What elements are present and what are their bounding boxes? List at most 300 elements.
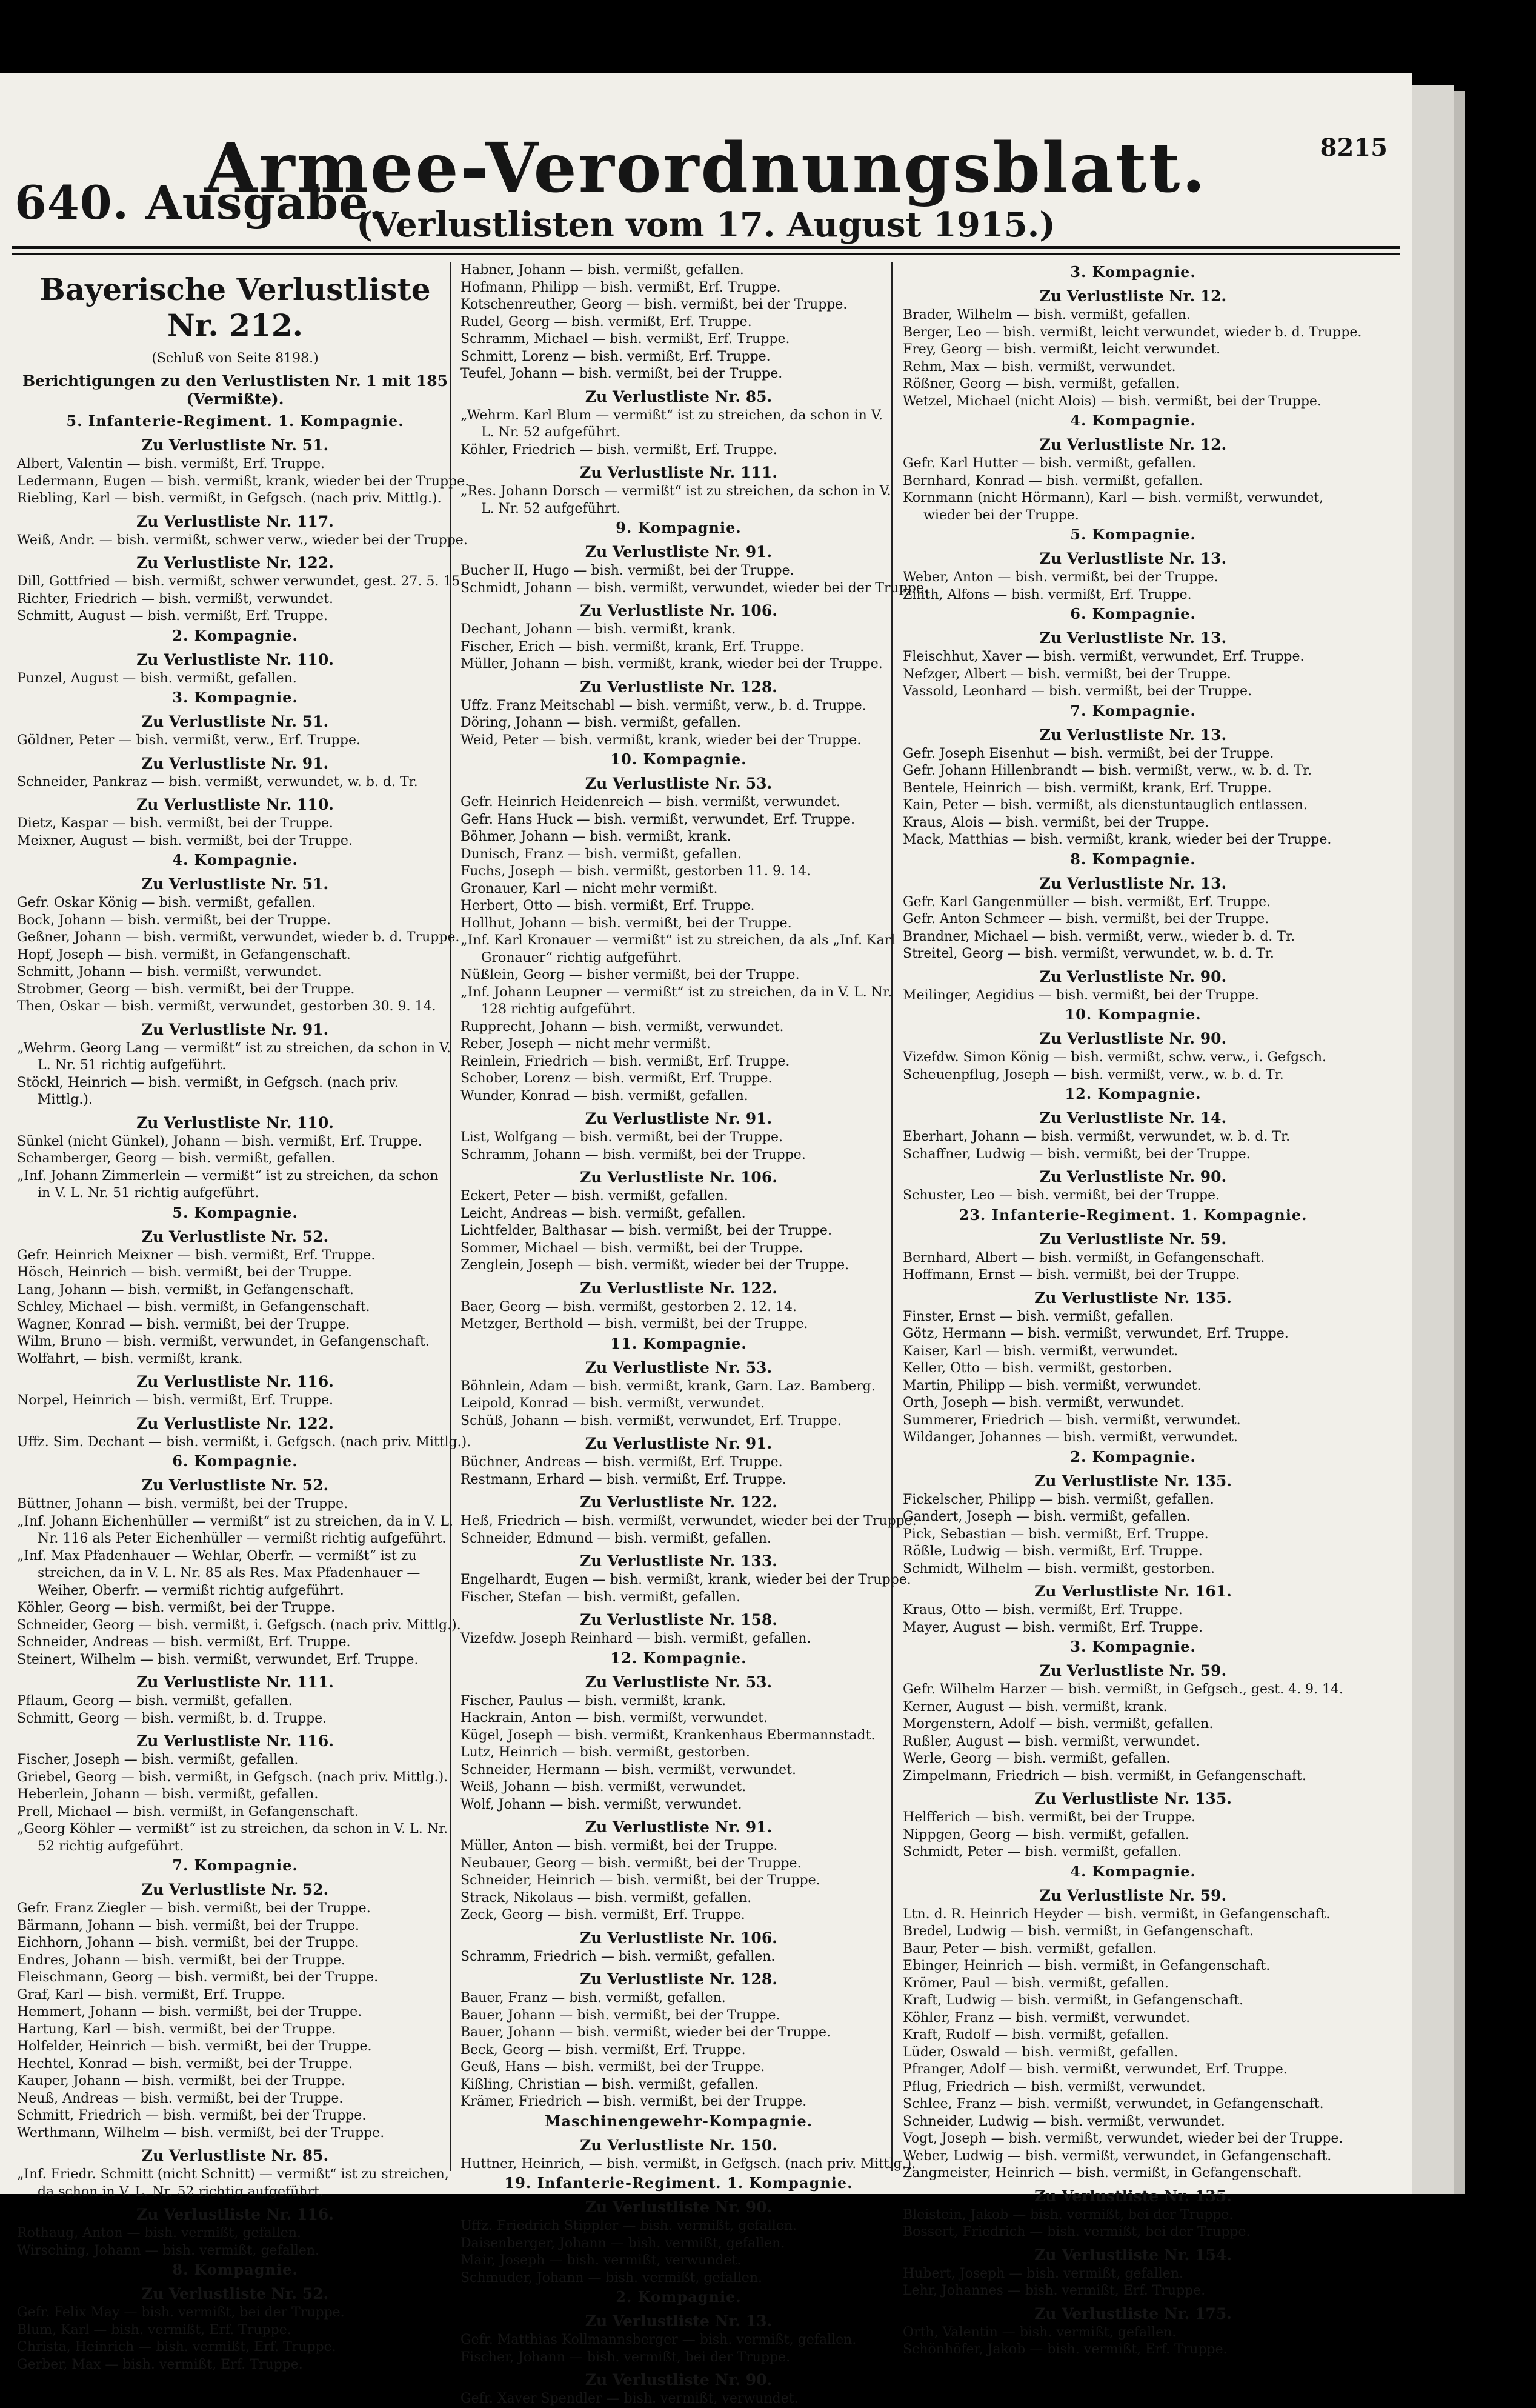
casualty-entry: Schönhöfer, Jakob — bish. vermißt, Erf. Truppe. [903, 2342, 1228, 2357]
casualty-entry: Gefr. Oskar König — bish. vermißt, gefallen. [17, 895, 316, 910]
casualty-entry: Blum, Karl — bish. vermißt, Erf. Truppe. [17, 2322, 291, 2338]
casualty-entry: Bentele, Heinrich — bish. vermißt, krank, Erf. Truppe. [903, 780, 1272, 796]
casualty-entry: Graf, Karl — bish. vermißt, Erf. Truppe. [17, 1987, 286, 2003]
casualty-entry: Weber, Ludwig — bish. vermißt, verwundet, in Gefangenschaft. [903, 2148, 1332, 2164]
list-reference-heading: Zu Verlustliste Nr. 116. [136, 1732, 334, 1750]
casualty-entry: Helfferich — bish. vermißt, bei der Truppe. [903, 1810, 1196, 1825]
casualty-entry: Kerner, August — bish. vermißt, krank. [903, 1699, 1168, 1715]
casualty-entry: Finster, Ernst — bish. vermißt, gefallen. [903, 1309, 1174, 1324]
casualty-entry: Böhnlein, Adam — bish. vermißt, krank, Garn. Laz. Bamberg. [460, 1378, 876, 1394]
casualty-entry: Orth, Valentin — bish. vermißt, gefallen. [903, 2324, 1177, 2340]
casualty-entry: Reinlein, Friedrich — bish. vermißt, Erf. Truppe. [460, 1053, 790, 1069]
casualty-entry: Hollhut, Johann — bish. vermißt, bei der Truppe. [460, 915, 792, 931]
correction-note: „Res. Johann Dorsch — vermißt“ ist zu streichen, da schon in V. L. Nr. 52 aufgeführt. [460, 484, 891, 516]
casualty-entry: Pick, Sebastian — bish. vermißt, Erf. Truppe. [903, 1526, 1209, 1542]
list-reference-heading: Zu Verlustliste Nr. 122. [580, 1493, 777, 1511]
casualty-entry: Uffz. Sim. Dechant — bish. vermißt, i. Gefgsch. (nach priv. Mittlg.). [17, 1434, 471, 1450]
casualty-entry: Fischer, Stefan — bish. vermißt, gefallen. [460, 1589, 741, 1605]
casualty-entry: Lehr, Johannes — bish. vermißt, Erf. Truppe. [903, 2283, 1206, 2298]
casualty-entry: Werle, Georg — bish. vermißt, gefallen. [903, 1751, 1171, 1766]
company-heading: 4. Kompagnie. [172, 851, 298, 869]
list-reference-heading: Zu Verlustliste Nr. 91. [585, 543, 773, 561]
list-reference-heading: Zu Verlustliste Nr. 13. [1039, 725, 1227, 744]
casualty-entry: Köhler, Friedrich — bish. vermißt, Erf. Truppe. [460, 442, 777, 458]
casualty-entry: Christa, Heinrich — bish. vermißt, Erf. Truppe. [17, 2340, 336, 2355]
masthead-rule [12, 246, 1400, 255]
casualty-entry: Fickelscher, Philipp — bish. vermißt, gefallen. [903, 1492, 1214, 1507]
page-number: 8215 [1320, 133, 1388, 162]
list-reference-heading: Zu Verlustliste Nr. 158. [580, 1611, 777, 1629]
casualty-entry: Schmidt, Peter — bish. vermißt, gefallen. [903, 1844, 1182, 1859]
casualty-entry: Albert, Valentin — bish. vermißt, Erf. Truppe. [17, 456, 325, 472]
casualty-entry: Daisenberger, Johann — bish. vermißt, gefallen. [460, 2235, 785, 2251]
company-heading: 6. Kompagnie. [1070, 605, 1196, 622]
casualty-entry: Vassold, Leonhard — bish. vermißt, bei der Truppe. [903, 684, 1252, 699]
casualty-entry: Zenglein, Joseph — bish. vermißt, wieder bei der Truppe. [460, 1258, 849, 1273]
list-reference-heading: Zu Verlustliste Nr. 128. [580, 678, 777, 696]
correction-note: Stöckl, Heinrich — bish. vermißt, in Gefgsch. (nach priv. Mittlg.). [17, 1075, 399, 1107]
casualty-entry: Wirsching, Johann — bish. vermißt, gefallen. [17, 2243, 320, 2258]
casualty-entry: Bock, Johann — bish. vermißt, bei der Truppe. [17, 912, 331, 928]
list-reference-heading: Zu Verlustliste Nr. 13. [585, 2312, 773, 2330]
correction-note: „Inf. Karl Kronauer — vermißt“ ist zu streichen, da als „Inf. Karl Gronauer“ richtig aufgeführt. [460, 933, 896, 966]
casualty-entry: Wagner, Konrad — bish. vermißt, bei der Truppe. [17, 1316, 350, 1332]
casualty-entry: Dunisch, Franz — bish. vermißt, gefallen. [460, 846, 742, 862]
list-reference-heading: Zu Verlustliste Nr. 161. [1034, 1583, 1232, 1600]
column-3 [903, 262, 1363, 2357]
casualty-entry: Eckert, Peter — bish. vermißt, gefallen. [460, 1189, 728, 1204]
casualty-entry: Morgenstern, Adolf — bish. vermißt, gefallen. [903, 1716, 1214, 1732]
casualty-entry: Hoffmann, Ernst — bish. vermißt, bei der Truppe. [903, 1267, 1240, 1282]
casualty-entry: Holfelder, Heinrich — bish. vermißt, bei der Truppe. [17, 2039, 372, 2054]
masthead [0, 73, 1412, 245]
casualty-entry: Punzel, August — bish. vermißt, gefallen. [17, 670, 297, 686]
list-reference-heading: Zu Verlustliste Nr. 53. [585, 1673, 773, 1691]
casualty-entry: Steinert, Wilhelm — bish. vermißt, verwundet, Erf. Truppe. [17, 1652, 419, 1667]
list-reference-heading: Zu Verlustliste Nr. 175. [1034, 2304, 1232, 2323]
casualty-entry: Martin, Philipp — bish. vermißt, verwundet. [903, 1378, 1202, 1393]
casualty-entry: Bernhard, Konrad — bish. vermißt, gefallen. [903, 473, 1203, 489]
casualty-entry: Zangmeister, Heinrich — bish. vermißt, in Gefangenschaft. [903, 2166, 1302, 2181]
list-reference-heading: Zu Verlustliste Nr. 110. [136, 650, 334, 669]
casualty-entry: Mair, Joseph — bish. vermißt, verwundet. [460, 2253, 742, 2268]
casualty-entry: Rößle, Ludwig — bish. vermißt, Erf. Truppe. [903, 1544, 1203, 1559]
casualty-entry: Gefr. Karl Hutter — bish. vermißt, gefallen. [903, 456, 1197, 471]
casualty-entry: Pflaum, Georg — bish. vermißt, gefallen. [17, 1693, 293, 1709]
company-heading: 7. Kompagnie. [1070, 701, 1196, 719]
casualty-entry: Schmitt, August — bish. vermißt, Erf. Truppe. [17, 609, 328, 624]
casualty-entry: Schmidt, Wilhelm — bish. vermißt, gestorben. [903, 1561, 1215, 1576]
list-reference-heading: Zu Verlustliste Nr. 111. [136, 1673, 334, 1691]
list-reference-heading: Zu Verlustliste Nr. 13. [1039, 629, 1227, 647]
casualty-entry: Scheuenpflug, Joseph — bish. vermißt, verw., w. b. d. Tr. [903, 1067, 1284, 1082]
casualty-entry: Baur, Peter — bish. vermißt, gefallen. [903, 1941, 1157, 1956]
list-reference-heading: Zu Verlustliste Nr. 91. [141, 1020, 329, 1038]
list-reference-heading: Zu Verlustliste Nr. 122. [136, 1414, 334, 1432]
casualty-entry: Fuchs, Joseph — bish. vermißt, gestorben 11. 9. 14. [460, 864, 811, 879]
company-heading: 3. Kompagnie. [1070, 1638, 1196, 1655]
casualty-entry: Bredel, Ludwig — bish. vermißt, in Gefangenschaft. [903, 1924, 1254, 1939]
casualty-entry: Teufel, Johann — bish. vermißt, bei der Truppe. [460, 366, 783, 381]
list-reference-heading: Zu Verlustliste Nr. 59. [1039, 1230, 1227, 1248]
casualty-entry: Dechant, Johann — bish. vermißt, krank. [460, 622, 736, 637]
casualty-entry: Weber, Anton — bish. vermißt, bei der Truppe. [903, 570, 1218, 585]
company-heading: 3. Kompagnie. [172, 689, 298, 706]
casualty-entry: Schramm, Friedrich — bish. vermißt, gefallen. [460, 1949, 776, 1964]
list-reference-heading: Zu Verlustliste Nr. 12. [1039, 436, 1227, 453]
casualty-entry: Streitel, Georg — bish. vermißt, verwundet, w. b. d. Tr. [903, 946, 1274, 961]
casualty-entry: Schneider, Edmund — bish. vermißt, gefallen. [460, 1530, 771, 1546]
casualty-entry: Schneider, Ludwig — bish. vermißt, verwundet. [903, 2113, 1225, 2129]
list-reference-heading: Zu Verlustliste Nr. 106. [580, 602, 777, 619]
casualty-entry: Fischer, Erich — bish. vermißt, krank, Erf. Truppe. [460, 639, 805, 655]
page-subtitle: (Verlustlisten vom 17. August 1915.) [356, 205, 1056, 245]
casualty-entry: Schamberger, Georg — bish. vermißt, gefallen. [17, 1151, 336, 1166]
casualty-entry: Orth, Joseph — bish. vermißt, verwundet. [903, 1395, 1185, 1410]
casualty-entry: Kauper, Johann — bish. vermißt, bei der Truppe. [17, 2073, 345, 2089]
casualty-entry: Lichtfelder, Balthasar — bish. vermißt, bei der Truppe. [460, 1223, 832, 1238]
list-reference-heading: Zu Verlustliste Nr. 116. [136, 2206, 334, 2223]
correction-note: „Wehrm. Georg Lang — vermißt“ ist zu streichen, da schon in V. L. Nr. 51 richtig aufgeführt. [17, 1040, 451, 1073]
casualty-entry: Eberhart, Johann — bish. vermißt, verwundet, w. b. d. Tr. [903, 1129, 1291, 1144]
casualty-entry: Lutz, Heinrich — bish. vermißt, gestorben. [460, 1745, 750, 1760]
list-reference-heading: Zu Verlustliste Nr. 117. [136, 512, 334, 530]
casualty-entry: Hackrain, Anton — bish. vermißt, verwundet. [460, 1710, 768, 1726]
casualty-entry: Bossert, Friedrich — bish. vermißt, bei der Truppe. [903, 2224, 1251, 2240]
casualty-entry: Schüß, Johann — bish. vermißt, verwundet, Erf. Truppe. [460, 1413, 842, 1429]
company-heading: 6. Kompagnie. [172, 1452, 298, 1470]
company-heading: 10. Kompagnie. [1065, 1006, 1202, 1023]
casualty-entry: Bernhard, Albert — bish. vermißt, in Gefangenschaft. [903, 1250, 1265, 1266]
casualty-entry: Kißling, Christian — bish. vermißt, gefallen. [460, 2076, 759, 2092]
company-heading: 12. Kompagnie. [1065, 1085, 1202, 1102]
casualty-entry: Gefr. Heinrich Meixner — bish. vermißt, Erf. Truppe. [17, 1247, 376, 1263]
company-heading: 2. Kompagnie. [1070, 1447, 1196, 1466]
list-reference-heading: Zu Verlustliste Nr. 51. [141, 436, 329, 454]
casualty-entry: Geßner, Johann — bish. vermißt, verwundet, wieder b. d. Truppe. [17, 930, 460, 945]
casualty-entry: Vizefdw. Joseph Reinhard — bish. vermißt, gefallen. [460, 1631, 811, 1646]
casualty-entry: Restmann, Erhard — bish. vermißt, Erf. Truppe. [460, 1472, 786, 1487]
list-reference-heading: Zu Verlustliste Nr. 111. [580, 464, 777, 481]
casualty-entry: Endres, Johann — bish. vermißt, bei der Truppe. [17, 1952, 346, 1968]
casualty-entry: Zinth, Alfons — bish. vermißt, Erf. Truppe. [903, 587, 1192, 602]
casualty-entry: Kotschenreuther, Georg — bish. vermißt, bei der Truppe. [460, 297, 848, 312]
list-reference-heading: Zu Verlustliste Nr. 90. [585, 2371, 773, 2389]
list-reference-heading: Zu Verlustliste Nr. 52. [141, 1881, 329, 1898]
casualty-entry: Hubert, Joseph — bish. vermißt, gefallen. [903, 2266, 1183, 2281]
casualty-entry: Hartung, Karl — bish. vermißt, bei der Truppe. [17, 2021, 336, 2037]
casualty-entry: Rothaug, Anton — bish. vermißt, gefallen. [17, 2226, 302, 2241]
casualty-entry: Schuster, Leo — bish. vermißt, bei der Truppe. [903, 1188, 1220, 1203]
list-reference-heading: Zu Verlustliste Nr. 150. [580, 2136, 777, 2154]
casualty-entry: Sommer, Michael — bish. vermißt, bei der Truppe. [460, 1240, 803, 1256]
list-reference-heading: Zu Verlustliste Nr. 52. [141, 1476, 329, 1494]
list-reference-heading: Zu Verlustliste Nr. 14. [1039, 1109, 1227, 1127]
casualty-entry: Then, Oskar — bish. vermißt, verwundet, gestorben 30. 9. 14. [17, 999, 436, 1014]
casualty-entry: Prell, Michael — bish. vermißt, in Gefangenschaft. [17, 1804, 359, 1819]
list-reference-heading: Zu Verlustliste Nr. 12. [1039, 287, 1227, 305]
casualty-entry: Dill, Gottfried — bish. vermißt, schwer verwundet, gest. 27. 5. 15. [17, 574, 465, 589]
issue-number: 640. Ausgabe. [15, 176, 385, 230]
company-heading: 11. Kompagnie. [610, 1334, 747, 1352]
casualty-entry: Werthmann, Wilhelm — bish. vermißt, bei der Truppe. [17, 2125, 385, 2141]
casualty-entry: Schneider, Pankraz — bish. vermißt, verwundet, w. b. d. Tr. [17, 774, 418, 790]
casualty-entry: Eichhorn, Johann — bish. vermißt, bei der Truppe. [17, 1935, 359, 1950]
casualty-entry: Büchner, Andreas — bish. vermißt, Erf. Truppe. [460, 1455, 783, 1470]
list-reference-heading: Zu Verlustliste Nr. 91. [585, 1818, 773, 1836]
casualty-entry: Götz, Hermann — bish. vermißt, verwundet, Erf. Truppe. [903, 1326, 1289, 1341]
list-reference-heading: Zu Verlustliste Nr. 85. [585, 387, 773, 405]
casualty-entry: Hemmert, Johann — bish. vermißt, bei der Truppe. [17, 2004, 362, 2019]
casualty-entry: Nefzger, Albert — bish. vermißt, bei der Truppe. [903, 666, 1231, 682]
casualty-entry: Rußler, August — bish. vermißt, verwundet. [903, 1733, 1200, 1749]
column-2 [460, 262, 928, 2406]
casualty-entry: Bauer, Johann — bish. vermißt, wieder bei der Truppe. [460, 2025, 831, 2040]
company-heading: 8. Kompagnie. [172, 2261, 298, 2278]
casualty-entry: Kraus, Otto — bish. vermißt, Erf. Truppe. [903, 1603, 1183, 1618]
casualty-entry: Griebel, Georg — bish. vermißt, in Gefgsch. (nach priv. Mittlg.). [17, 1769, 448, 1785]
company-heading: 5. Kompagnie. [172, 1203, 298, 1221]
page-edge [1412, 85, 1454, 2194]
casualty-entry: Wetzel, Michael (nicht Alois) — bish. vermißt, bei der Truppe. [903, 393, 1322, 409]
casualty-entry: Fleischhut, Xaver — bish. vermißt, verwundet, Erf. Truppe. [903, 649, 1305, 664]
casualty-entry: Fischer, Paulus — bish. vermißt, krank. [460, 1693, 726, 1709]
casualty-entry: Büttner, Johann — bish. vermißt, bei der Truppe. [17, 1496, 348, 1512]
company-heading: 5. Kompagnie. [1070, 525, 1196, 543]
casualty-entry: Pflug, Friedrich — bish. vermißt, verwundet. [903, 2079, 1206, 2095]
casualty-entry: Schaffner, Ludwig — bish. vermißt, bei der Truppe. [903, 1146, 1251, 1162]
list-reference-heading: Zu Verlustliste Nr. 59. [1039, 1662, 1227, 1679]
company-heading: 5. Infanterie-Regiment. 1. Kompagnie. [66, 412, 404, 430]
casualty-entry: Hopf, Joseph — bish. vermißt, in Gefangenschaft. [17, 947, 351, 962]
list-reference-heading: Zu Verlustliste Nr. 106. [580, 1169, 777, 1186]
company-heading: 10. Kompagnie. [610, 750, 747, 768]
casualty-entry: Strobmer, Georg — bish. vermißt, bei der Truppe. [17, 981, 355, 997]
casualty-entry: Lüder, Oswald — bish. vermißt, gefallen. [903, 2044, 1179, 2060]
casualty-entry: Köhler, Franz — bish. vermißt, verwundet. [903, 2010, 1191, 2026]
casualty-entry: Mack, Matthias — bish. vermißt, krank, wieder bei der Truppe. [903, 832, 1332, 847]
list-reference-heading: Zu Verlustliste Nr. 135. [1034, 1289, 1232, 1307]
casualty-entry: Engelhardt, Eugen — bish. vermißt, krank, wieder bei der Truppe. [460, 1572, 911, 1587]
casualty-entry: Döring, Johann — bish. vermißt, gefallen. [460, 715, 741, 730]
casualty-entry: Wunder, Konrad — bish. vermißt, gefallen. [460, 1088, 748, 1104]
company-heading: Maschinengewehr-Kompagnie. [544, 2112, 813, 2130]
list-reference-heading: Zu Verlustliste Nr. 91. [585, 1110, 773, 1127]
casualty-entry: Uffz. Friedrich Stippler — bish. vermißt, gefallen. [460, 2218, 797, 2233]
casualty-entry: Schramm, Johann — bish. vermißt, bei der Truppe. [460, 1147, 806, 1162]
casualty-entry: Gronauer, Karl — nicht mehr vermißt. [460, 881, 718, 896]
casualty-entry: Schley, Michael — bish. vermißt, in Gefangenschaft. [17, 1299, 370, 1315]
casualty-entry: Rudel, Georg — bish. vermißt, Erf. Truppe. [460, 314, 752, 330]
casualty-entry: Weid, Peter — bish. vermißt, krank, wieder bei der Truppe. [460, 732, 862, 748]
list-reference-heading: Zu Verlustliste Nr. 13. [1039, 550, 1227, 567]
list-reference-heading: Zu Verlustliste Nr. 53. [585, 1358, 773, 1376]
casualty-entry: Richter, Friedrich — bish. vermißt, verwundet. [17, 591, 334, 607]
casualty-entry: Baer, Georg — bish. vermißt, gestorben 2. 12. 14. [460, 1299, 797, 1315]
casualty-entry: Gefr. Hans Huck — bish. vermißt, verwundet, Erf. Truppe. [460, 812, 856, 827]
casualty-entry: Schneider, Georg — bish. vermißt, i. Gefgsch. (nach priv. Mittlg.). [17, 1617, 461, 1633]
casualty-entry: Herbert, Otto — bish. vermißt, Erf. Truppe. [460, 898, 755, 913]
casualty-entry: Schneider, Andreas — bish. vermißt, Erf. Truppe. [17, 1635, 351, 1650]
list-reference-heading: Zu Verlustliste Nr. 91. [141, 754, 329, 772]
casualty-entry: Gandert, Joseph — bish. vermißt, gefallen. [903, 1509, 1191, 1524]
casualty-entry: Bauer, Franz — bish. vermißt, gefallen. [460, 1990, 726, 2006]
casualty-entry: Gefr. Xaver Spendler — bish. vermißt, verwundet. [460, 2391, 799, 2406]
list-reference-heading: Zu Verlustliste Nr. 85. [141, 2147, 329, 2164]
list-reference-heading: Zu Verlustliste Nr. 122. [580, 1279, 777, 1297]
casualty-entry: Strack, Nikolaus — bish. vermißt, gefallen. [460, 1890, 752, 1906]
casualty-entry: Bucher II, Hugo — bish. vermißt, bei der Truppe. [460, 563, 794, 578]
casualty-entry: Lang, Johann — bish. vermißt, in Gefangenschaft. [17, 1282, 354, 1298]
casualty-entry: Neuß, Andreas — bish. vermißt, bei der Truppe. [17, 2090, 344, 2106]
casualty-entry: Schlee, Franz — bish. vermißt, verwundet, in Gefangenschaft. [903, 2096, 1324, 2112]
casualty-entry: Kraft, Ludwig — bish. vermißt, in Gefangenschaft. [903, 1993, 1244, 2008]
list-reference-heading: Zu Verlustliste Nr. 110. [136, 1113, 334, 1132]
casualty-entry: Kaiser, Karl — bish. vermißt, verwundet. [903, 1343, 1179, 1359]
correction-note: „Inf. Friedr. Schmitt (nicht Schnitt) — vermißt“ ist zu streichen, da schon in V. L. Nr. 52 richtig aufgeführt. [17, 2167, 449, 2200]
casualty-entry: Huttner, Heinrich, — bish. vermißt, in Gefgsch. (nach priv. Mittlg.). [460, 2156, 916, 2172]
casualty-entry: Fischer, Joseph — bish. vermißt, gefallen. [17, 1752, 299, 1767]
casualty-entry: Nippgen, Georg — bish. vermißt, gefallen. [903, 1827, 1189, 1843]
casualty-entry: Geuß, Hans — bish. vermißt, bei der Truppe. [460, 2059, 765, 2075]
correction-note: „Inf. Johann Zimmerlein — vermißt“ ist zu streichen, da schon in V. L. Nr. 51 richtig aufgeführt. [17, 1168, 439, 1201]
casualty-entry: Hofmann, Philipp — bish. vermißt, Erf. Truppe. [460, 279, 781, 295]
list-reference-heading: Zu Verlustliste Nr. 135. [1034, 1472, 1232, 1490]
casualty-entry: Schmidt, Johann — bish. vermißt, verwundet, wieder bei der Truppe. [460, 580, 928, 596]
casualty-entry: Sünkel (nicht Günkel), Johann — bish. vermißt, Erf. Truppe. [17, 1133, 422, 1149]
casualty-entry: Dietz, Kaspar — bish. vermißt, bei der Truppe. [17, 816, 333, 831]
company-heading: 7. Kompagnie. [172, 1856, 298, 1874]
company-heading: 4. Kompagnie. [1070, 1862, 1196, 1880]
casualty-entry: Brandner, Michael — bish. vermißt, verw., wieder b. d. Tr. [903, 929, 1295, 944]
casualty-entry: Gefr. Johann Hillenbrandt — bish. vermißt, verw., w. b. d. Tr. [903, 763, 1312, 778]
list-reference-heading: Zu Verlustliste Nr. 135. [1034, 1790, 1232, 1807]
list-reference-heading: Zu Verlustliste Nr. 90. [1039, 1030, 1227, 1047]
casualty-entry: Zeck, Georg — bish. vermißt, Erf. Truppe. [460, 1907, 745, 1923]
casualty-entry: Göldner, Peter — bish. vermißt, verw., Erf. Truppe. [17, 733, 361, 748]
correction-note: „Georg Köhler — vermißt“ ist zu streichen, da schon in V. L. Nr. 52 richtig aufgeführt. [17, 1821, 448, 1854]
casualty-entry: Wolfahrt, — bish. vermißt, krank. [17, 1351, 243, 1367]
casualty-entry: Leicht, Andreas — bish. vermißt, gefallen. [460, 1206, 746, 1221]
casualty-entry: Gefr. Franz Ziegler — bish. vermißt, bei der Truppe. [17, 1901, 371, 1916]
casualty-entry: List, Wolfgang — bish. vermißt, bei der Truppe. [460, 1130, 783, 1145]
company-heading: 3. Kompagnie. [1070, 263, 1196, 281]
casualty-entry: Schmitt, Lorenz — bish. vermißt, Erf. Truppe. [460, 349, 771, 364]
casualty-entry: Ledermann, Eugen — bish. vermißt, krank, wieder bei der Truppe. [17, 473, 470, 489]
casualty-entry: Uffz. Franz Meitschabl — bish. vermißt, verw., b. d. Truppe. [460, 698, 866, 713]
correction-note: „Wehrm. Karl Blum — vermißt“ ist zu streichen, da schon in V. L. Nr. 52 aufgeführt. [460, 407, 883, 440]
casualty-entry: Zimpelmann, Friedrich — bish. vermißt, in Gefangenschaft. [903, 1768, 1306, 1784]
list-reference-heading: Zu Verlustliste Nr. 53. [585, 775, 773, 792]
casualty-entry: Schmitt, Johann — bish. vermißt, verwundet. [17, 964, 322, 979]
casualty-entry: Rößner, Georg — bish. vermißt, gefallen. [903, 376, 1180, 392]
correction-note: Kornmann (nicht Hörmann), Karl — bish. vermißt, verwundet, wieder bei der Truppe. [903, 490, 1324, 523]
casualty-entry: Habner, Johann — bish. vermißt, gefallen. [460, 262, 744, 278]
casualty-entry: Fischer, Johann — bish. vermißt, bei der Truppe. [460, 2349, 791, 2365]
casualty-entry: Mayer, August — bish. vermißt, Erf. Truppe. [903, 1619, 1203, 1635]
casualty-entry: Nüßlein, Georg — bisher vermißt, bei der Truppe. [460, 967, 800, 982]
casualty-entry: Neubauer, Georg — bish. vermißt, bei der Truppe. [460, 1855, 802, 1871]
casualty-entry: Beck, Georg — bish. vermißt, Erf. Truppe. [460, 2042, 746, 2058]
casualty-entry: Ltn. d. R. Heinrich Heyder — bish. vermißt, in Gefangenschaft. [903, 1906, 1331, 1922]
casualty-entry: Köhler, Georg — bish. vermißt, bei der Truppe. [17, 1600, 336, 1615]
correction-note: „Inf. Johann Eichenhüller — vermißt“ ist zu streichen, da in V. L. Nr. 116 als Peter Eichenhüller — vermißt richtig aufgeführt. [17, 1513, 453, 1546]
casualty-entry: Wildanger, Johannes — bish. vermißt, verwundet. [903, 1430, 1238, 1445]
casualty-entry: Schneider, Hermann — bish. vermißt, verwundet. [460, 1762, 797, 1778]
casualty-entry: Kraft, Rudolf — bish. vermißt, gefallen. [903, 2027, 1169, 2043]
casualty-entry: Krämer, Friedrich — bish. vermißt, bei der Truppe. [460, 2094, 807, 2109]
casualty-entry: Bauer, Johann — bish. vermißt, bei der Truppe. [460, 2007, 780, 2023]
casualty-entry: Krömer, Paul — bish. vermißt, gefallen. [903, 1975, 1169, 1991]
casualty-entry: Gefr. Joseph Eisenhut — bish. vermißt, bei der Truppe. [903, 745, 1274, 761]
casualty-entry: Rupprecht, Johann — bish. vermißt, verwundet. [460, 1019, 784, 1035]
list-title: Bayerische Verlustliste Nr. 212. [39, 272, 431, 343]
list-reference-heading: Zu Verlustliste Nr. 90. [1039, 967, 1227, 986]
correction-note: „Inf. Max Pfadenhauer — Wehlar, Oberfr. — vermißt“ ist zu streichen, da in V. L. Nr. 85 als Res. Max Pfadenhauer — Weiher, Oberfr. — vermißt richtig aufgeführt. [17, 1548, 421, 1598]
casualty-entry: Meixner, August — bish. vermißt, bei der Truppe. [17, 833, 353, 849]
casualty-entry: Brader, Wilhelm — bish. vermißt, gefallen. [903, 307, 1191, 322]
casualty-entry: Müller, Johann — bish. vermißt, krank, wieder bei der Truppe. [460, 656, 883, 672]
page-title: Armee-Verordnungsblatt. [204, 128, 1208, 208]
list-reference-heading: Zu Verlustliste Nr. 106. [580, 1929, 777, 1947]
casualty-entry: Wilm, Bruno — bish. vermißt, verwundet, in Gefangenschaft. [17, 1334, 430, 1349]
list-reference-heading: Zu Verlustliste Nr. 154. [1034, 2246, 1232, 2264]
casualty-entry: Weiß, Johann — bish. vermißt, verwundet. [460, 1779, 746, 1795]
correction-note: „Inf. Johann Leupner — vermißt“ ist zu streichen, da in V. L. Nr. 128 richtig aufgeführt. [460, 984, 893, 1017]
list-reference-heading: Zu Verlustliste Nr. 52. [141, 2285, 329, 2303]
casualty-entry: Norpel, Heinrich — bish. vermißt, Erf. Truppe. [17, 1393, 333, 1408]
list-reference-heading: Zu Verlustliste Nr. 91. [585, 1435, 773, 1452]
casualty-entry: Schneider, Heinrich — bish. vermißt, bei der Truppe. [460, 1873, 820, 1888]
casualty-entry: Müller, Anton — bish. vermißt, bei der Truppe. [460, 1838, 778, 1853]
casualty-entry: Weiß, Andr. — bish. vermißt, schwer verw., wieder bei der Truppe. [17, 532, 468, 548]
casualty-entry: Kain, Peter — bish. vermißt, als dienstuntauglich entlassen. [903, 798, 1308, 813]
casualty-entry: Bärmann, Johann — bish. vermißt, bei der Truppe. [17, 1918, 360, 1933]
list-reference-heading: Zu Verlustliste Nr. 13. [1039, 874, 1227, 892]
list-reference-heading: Zu Verlustliste Nr. 128. [580, 1970, 777, 1988]
casualty-entry: Schmitt, Friedrich — bish. vermißt, bei der Truppe. [17, 2108, 367, 2123]
casualty-entry: Meilinger, Aegidius — bish. vermißt, bei der Truppe. [903, 987, 1259, 1003]
casualty-entry: Gefr. Karl Gangenmüller — bish. vermißt, Erf. Truppe. [903, 894, 1271, 910]
casualty-entry: Kraus, Alois — bish. vermißt, bei der Truppe. [903, 815, 1209, 830]
casualty-entry: Heberlein, Johann — bish. vermißt, gefallen. [17, 1787, 319, 1802]
casualty-entry: Hechtel, Konrad — bish. vermißt, bei der Truppe. [17, 2056, 353, 2072]
casualty-entry: Riebling, Karl — bish. vermißt, in Gefgsch. (nach priv. Mittlg.). [17, 491, 442, 506]
list-reference-heading: Zu Verlustliste Nr. 51. [141, 875, 329, 893]
casualty-entry: Kügel, Joseph — bish. vermißt, Krankenhaus Ebermannstadt. [460, 1727, 876, 1743]
casualty-entry: Metzger, Berthold — bish. vermißt, bei der Truppe. [460, 1316, 808, 1332]
company-heading: 12. Kompagnie. [610, 1649, 747, 1667]
casualty-entry: Gefr. Wilhelm Harzer — bish. vermißt, in Gefgsch., gest. 4. 9. 14. [903, 1682, 1344, 1697]
page-edge-shadow [1454, 91, 1465, 2194]
list-reference-heading: Zu Verlustliste Nr. 135. [1034, 2187, 1232, 2205]
casualty-entry: Summerer, Friedrich — bish. vermißt, verwundet. [903, 1412, 1241, 1428]
casualty-entry: Rehm, Max — bish. vermißt, verwundet. [903, 359, 1176, 375]
company-heading: 8. Kompagnie. [1070, 850, 1196, 868]
casualty-entry: Ebinger, Heinrich — bish. vermißt, in Gefangenschaft. [903, 1958, 1271, 1973]
casualty-entry: Keller, Otto — bish. vermißt, gestorben. [903, 1361, 1172, 1376]
list-reference-heading: Zu Verlustliste Nr. 90. [585, 2198, 773, 2216]
company-heading: 4. Kompagnie. [1070, 412, 1196, 429]
company-heading: 2. Kompagnie. [616, 2288, 742, 2306]
casualty-entry: Hösch, Heinrich — bish. vermißt, bei der Truppe. [17, 1265, 352, 1280]
casualty-entry: Schramm, Michael — bish. vermißt, Erf. Truppe. [460, 332, 790, 347]
column-1 [17, 262, 471, 2372]
list-reference-heading: Zu Verlustliste Nr. 59. [1039, 1886, 1227, 1904]
casualty-entry: Gerber, Max — bish. vermißt, Erf. Truppe. [17, 2356, 303, 2372]
newspaper-page [0, 73, 1412, 2406]
casualty-entry: Frey, Georg — bish. vermißt, leicht verwundet. [903, 342, 1221, 357]
